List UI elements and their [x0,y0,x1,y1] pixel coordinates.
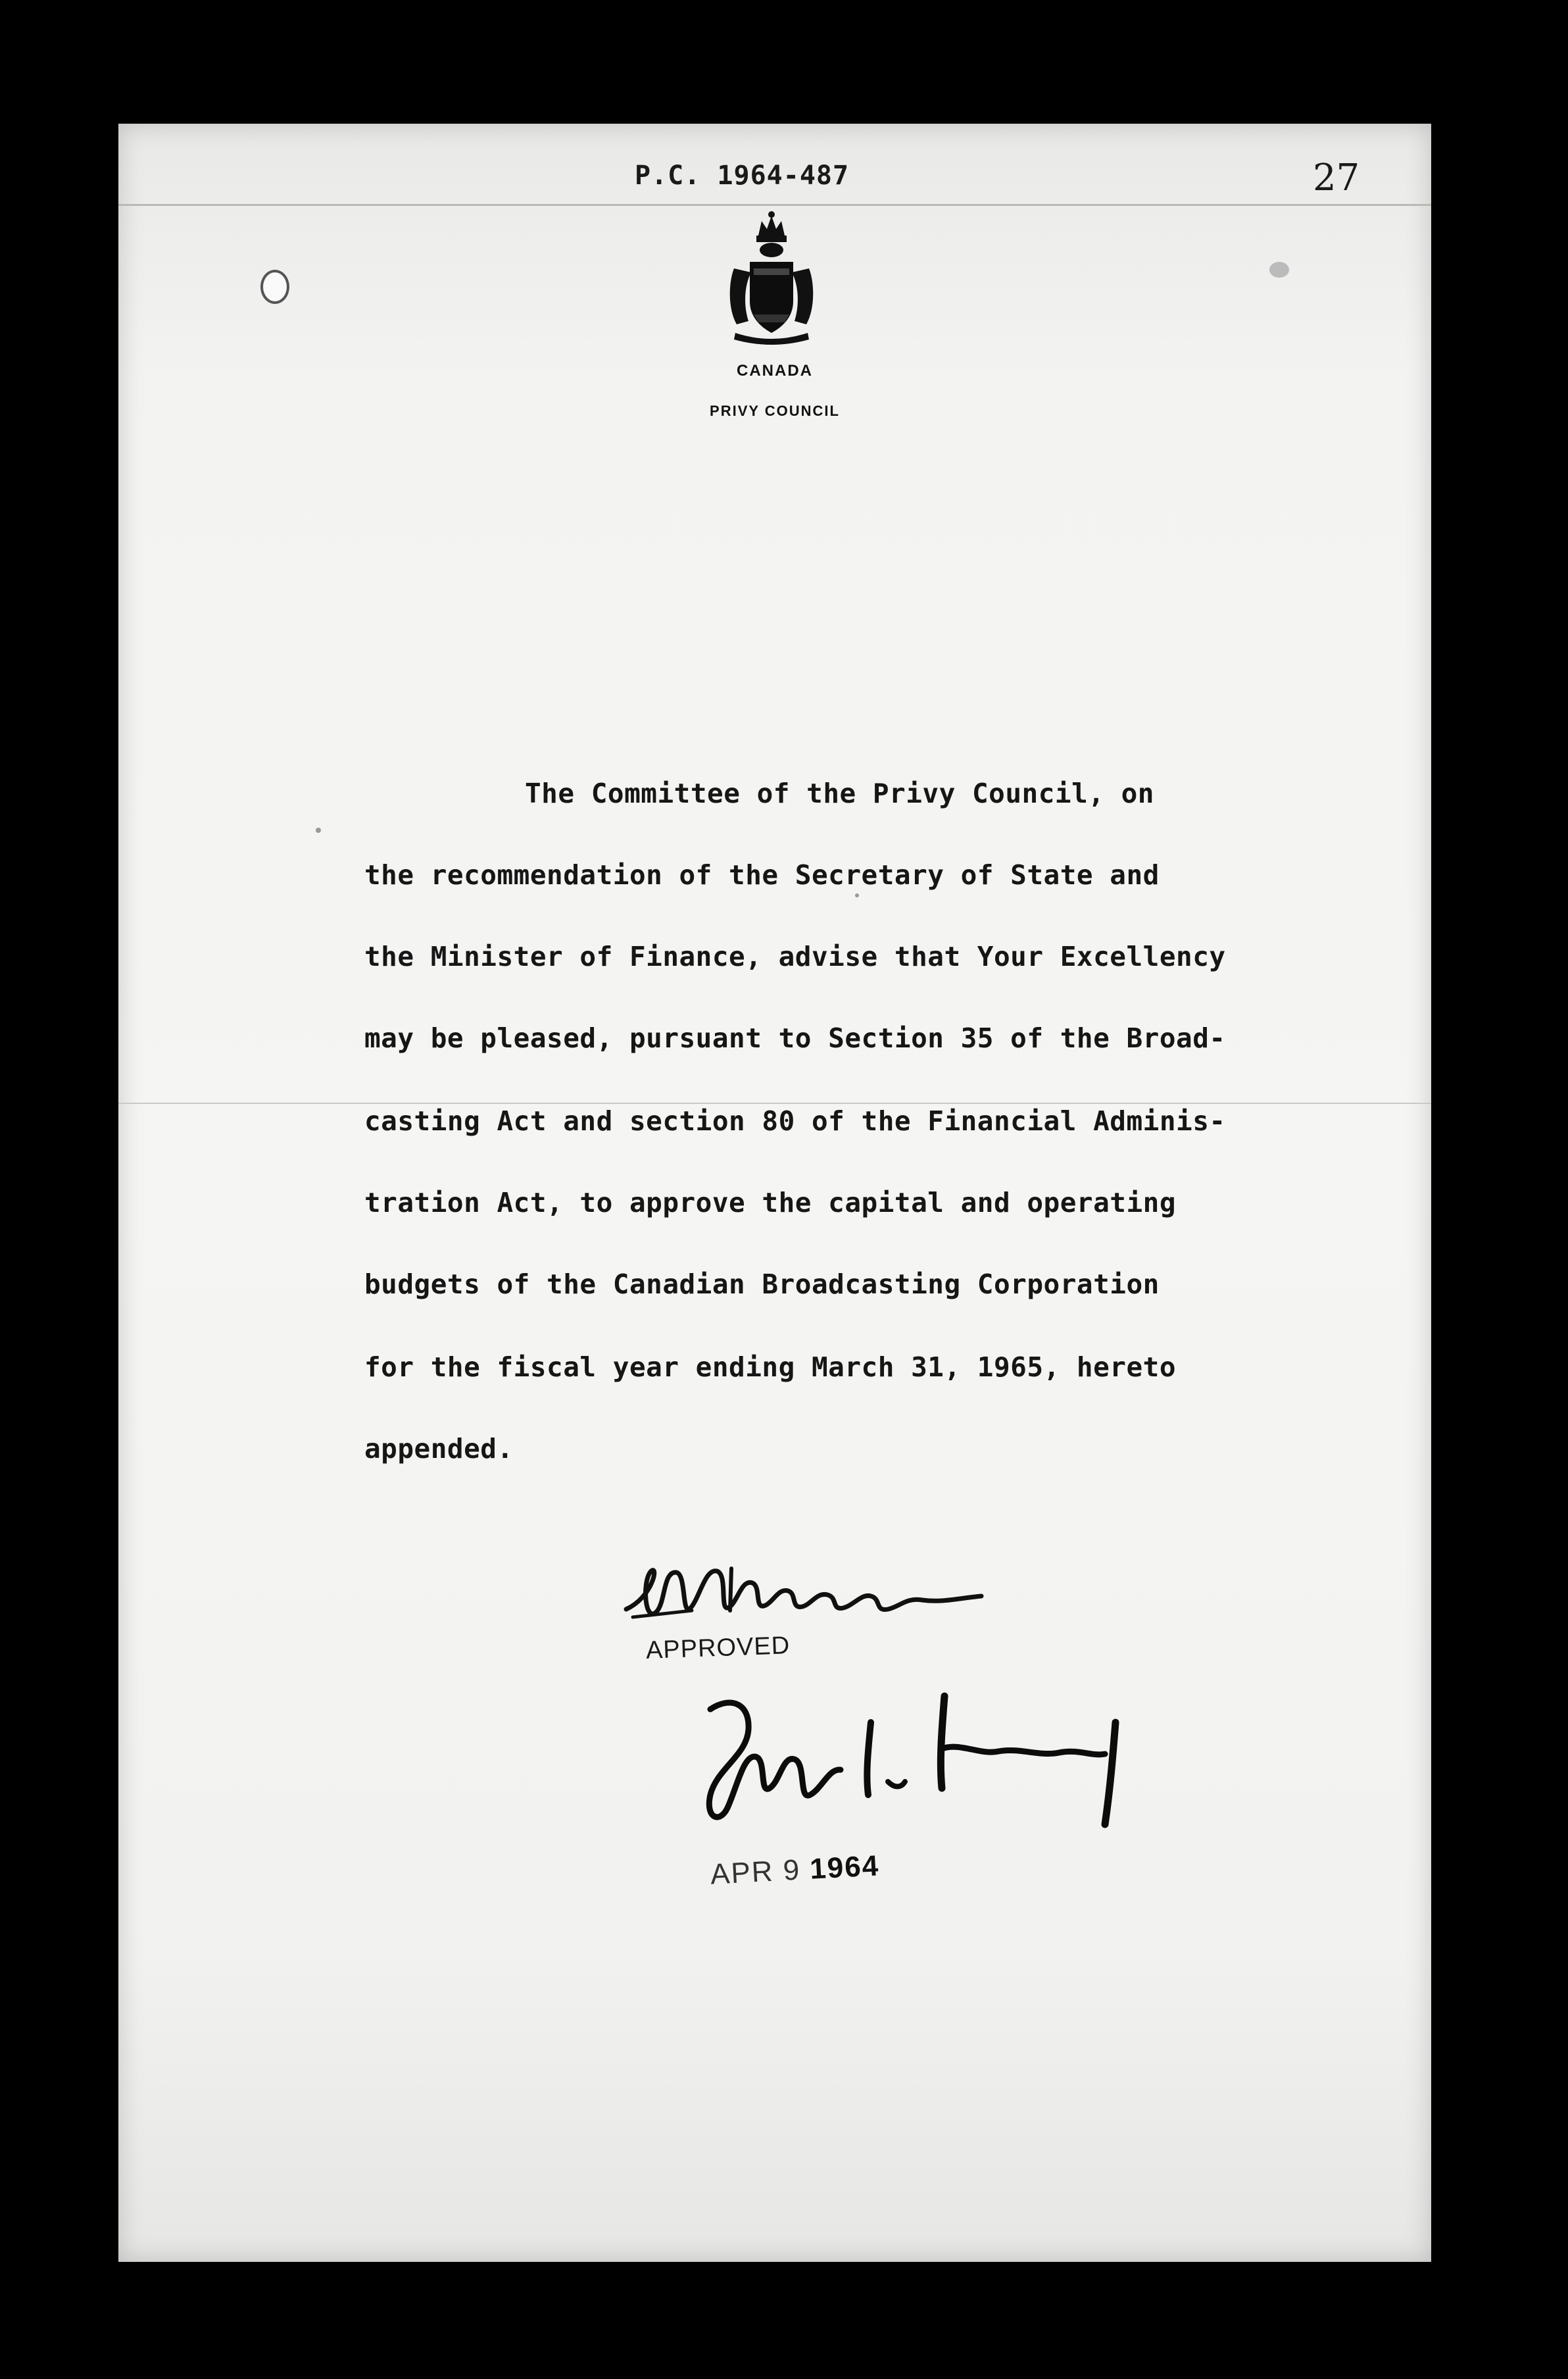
fold-line [118,1103,1431,1104]
order-text-line: may be pleased, pursuant to Section 35 of the Broad- [364,1022,1226,1054]
order-text-line: The Committee of the Privy Council, on [525,778,1154,809]
governor-general-signature [671,1683,1263,1841]
paper-sheet [118,124,1431,2262]
letterhead-body: PRIVY COUNCIL [710,403,840,419]
coat-of-arms-icon [722,209,821,347]
letterhead-country: CANADA [737,362,813,380]
approval-date-stamp [710,1849,881,1891]
order-text-line: appended. [364,1433,514,1465]
page-number: 27 [1313,157,1360,199]
header-rule [118,204,1431,206]
order-text-line: tration Act, to approve the capital and operating [364,1187,1177,1218]
punch-hole [260,270,289,304]
order-text-line: casting Act and section 80 of the Financial Adminis- [364,1105,1226,1137]
stamp-year: 1964 [809,1849,881,1886]
order-text-line: budgets of the Canadian Broadcasting Corporation [364,1268,1160,1300]
scan-speck [316,828,321,833]
order-file-number: P.C. 1964-487 [635,161,850,191]
minister-signature [613,1525,1179,1650]
order-text-line: for the fiscal year ending March 31, 1965, hereto [364,1351,1177,1383]
scan-speck [1269,262,1289,278]
order-text-line: the Minister of Finance, advise that Your Excellency [364,941,1226,972]
order-text-line: the recommendation of the Secretary of State and [364,859,1160,891]
stamp-month-day: APR 9 [709,1853,802,1891]
scan-speck [855,893,859,897]
approved-label: APPROVED [645,1632,791,1665]
